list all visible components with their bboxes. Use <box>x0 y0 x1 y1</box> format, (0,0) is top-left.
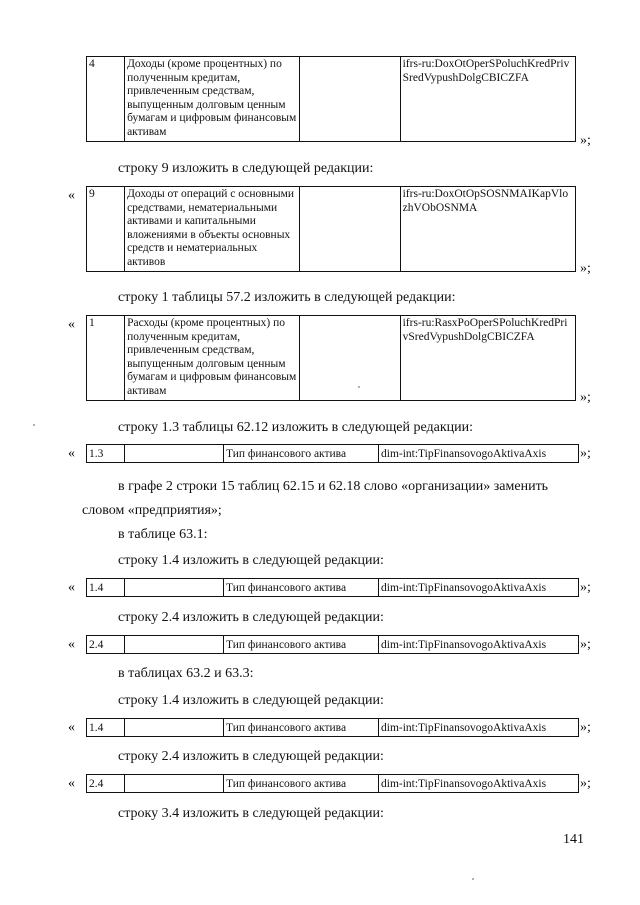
table-cell-description: Доходы (кроме процентных) по полученным кредитам, привлеченным средствам, выпущенным долговым ценным бумагам и цифровым финансовым активам <box>125 57 300 142</box>
table-cell-code: dim-int:TipFinansovogoAktivaAxis <box>379 719 579 737</box>
paragraph-line: в таблице 63.1: <box>118 527 208 542</box>
paragraph-line: строку 1.3 таблицы 62.12 изложить в следующей редакции: <box>118 420 474 435</box>
closing-quote: »; <box>580 261 591 276</box>
table-cell-description: Расходы (кроме процентных) по полученным кредитам, привлеченным средствам, выпущенным долговым ценным бумагам и цифровым финансовым активам <box>125 316 300 401</box>
table-cell-number: 4 <box>87 57 125 142</box>
table-cell-number: 1.4 <box>87 719 125 737</box>
table-row-1-4 <box>86 718 579 737</box>
table-row-1-4 <box>86 578 579 597</box>
table-cell-empty <box>125 719 224 737</box>
table-cell-number: 1 <box>87 316 125 401</box>
paragraph-line: строку 3.4 изложить в следующей редакции: <box>118 806 384 821</box>
paragraph-line: в таблицах 63.2 и 63.3: <box>118 666 254 681</box>
table-row-1 <box>86 315 576 401</box>
closing-quote: »; <box>580 133 591 148</box>
paragraph-line: строку 1.4 изложить в следующей редакции: <box>118 553 384 568</box>
opening-quote: « <box>68 446 75 461</box>
table-row-1-3 <box>86 444 579 463</box>
table-cell-description: Доходы от операций с основными средствами, нематериальными активами и капитальными вложениями в объекты основных средств и нематериальных активов <box>125 187 300 272</box>
table-cell-code: dim-int:TipFinansovogoAktivaAxis <box>379 445 579 463</box>
scan-speck <box>472 878 474 880</box>
table-row-2-4 <box>86 774 579 793</box>
table-row <box>87 775 579 793</box>
paragraph-line: строку 9 изложить в следующей редакции: <box>118 161 374 176</box>
paragraph-line: строку 1 таблицы 57.2 изложить в следующей редакции: <box>118 290 456 305</box>
table-cell-label: Тип финансового актива <box>224 636 379 654</box>
closing-quote: »; <box>580 637 591 652</box>
table-cell-empty <box>300 187 400 272</box>
table-row <box>87 316 576 401</box>
page-number: 141 <box>563 832 584 847</box>
table-cell-number: 2.4 <box>87 775 125 793</box>
table-cell-code: ifrs-ru:DoxOtOpSOSNMAIKapVlozhVObOSNMA <box>400 187 575 272</box>
table-cell-code: dim-int:TipFinansovogoAktivaAxis <box>379 579 579 597</box>
table-row <box>87 187 576 272</box>
paragraph-line: строку 2.4 изложить в следующей редакции: <box>118 749 384 764</box>
table-row-4 <box>86 56 576 142</box>
opening-quote: « <box>68 317 75 332</box>
table-cell-label: Тип финансового актива <box>224 719 379 737</box>
closing-quote: »; <box>580 446 591 461</box>
table-cell-empty <box>125 579 224 597</box>
table-cell-code: ifrs-ru:DoxOtOperSPoluchKredPrivSredVypushDolgCBICZFA <box>400 57 575 142</box>
table-row <box>87 579 579 597</box>
table-cell-number: 1.4 <box>87 579 125 597</box>
table-row-2-4 <box>86 635 579 654</box>
table-cell-empty <box>300 57 400 142</box>
paragraph-line: словом «предприятия»; <box>82 503 222 518</box>
table-cell-label: Тип финансового актива <box>224 775 379 793</box>
opening-quote: « <box>68 580 75 595</box>
table-cell-label: Тип финансового актива <box>224 445 379 463</box>
table-cell-code: ifrs-ru:RasxPoOperSPoluchKredPrivSredVypushDolgCBICZFA <box>400 316 575 401</box>
closing-quote: »; <box>580 776 591 791</box>
table-row <box>87 719 579 737</box>
table-cell-label: Тип финансового актива <box>224 579 379 597</box>
opening-quote: « <box>68 720 75 735</box>
table-row <box>87 636 579 654</box>
opening-quote: « <box>68 637 75 652</box>
scan-speck <box>33 424 35 426</box>
paragraph-line: строку 1.4 изложить в следующей редакции: <box>118 693 384 708</box>
table-cell-number: 9 <box>87 187 125 272</box>
table-cell-empty <box>125 445 224 463</box>
table-row <box>87 445 579 463</box>
table-cell-number: 1.3 <box>87 445 125 463</box>
scan-speck <box>358 386 360 388</box>
table-cell-code: dim-int:TipFinansovogoAktivaAxis <box>379 775 579 793</box>
table-row-9 <box>86 186 576 272</box>
table-cell-empty <box>125 636 224 654</box>
opening-quote: « <box>68 776 75 791</box>
table-cell-empty <box>300 316 400 401</box>
table-cell-empty <box>125 775 224 793</box>
closing-quote: »; <box>580 580 591 595</box>
paragraph-line: строку 2.4 изложить в следующей редакции: <box>118 610 384 625</box>
opening-quote: « <box>68 188 75 203</box>
closing-quote: »; <box>580 390 591 405</box>
table-cell-code: dim-int:TipFinansovogoAktivaAxis <box>379 636 579 654</box>
table-cell-number: 2.4 <box>87 636 125 654</box>
paragraph-line: в графе 2 строки 15 таблиц 62.15 и 62.18 слово «организации» заменить <box>118 479 549 494</box>
closing-quote: »; <box>580 720 591 735</box>
table-row <box>87 57 576 142</box>
